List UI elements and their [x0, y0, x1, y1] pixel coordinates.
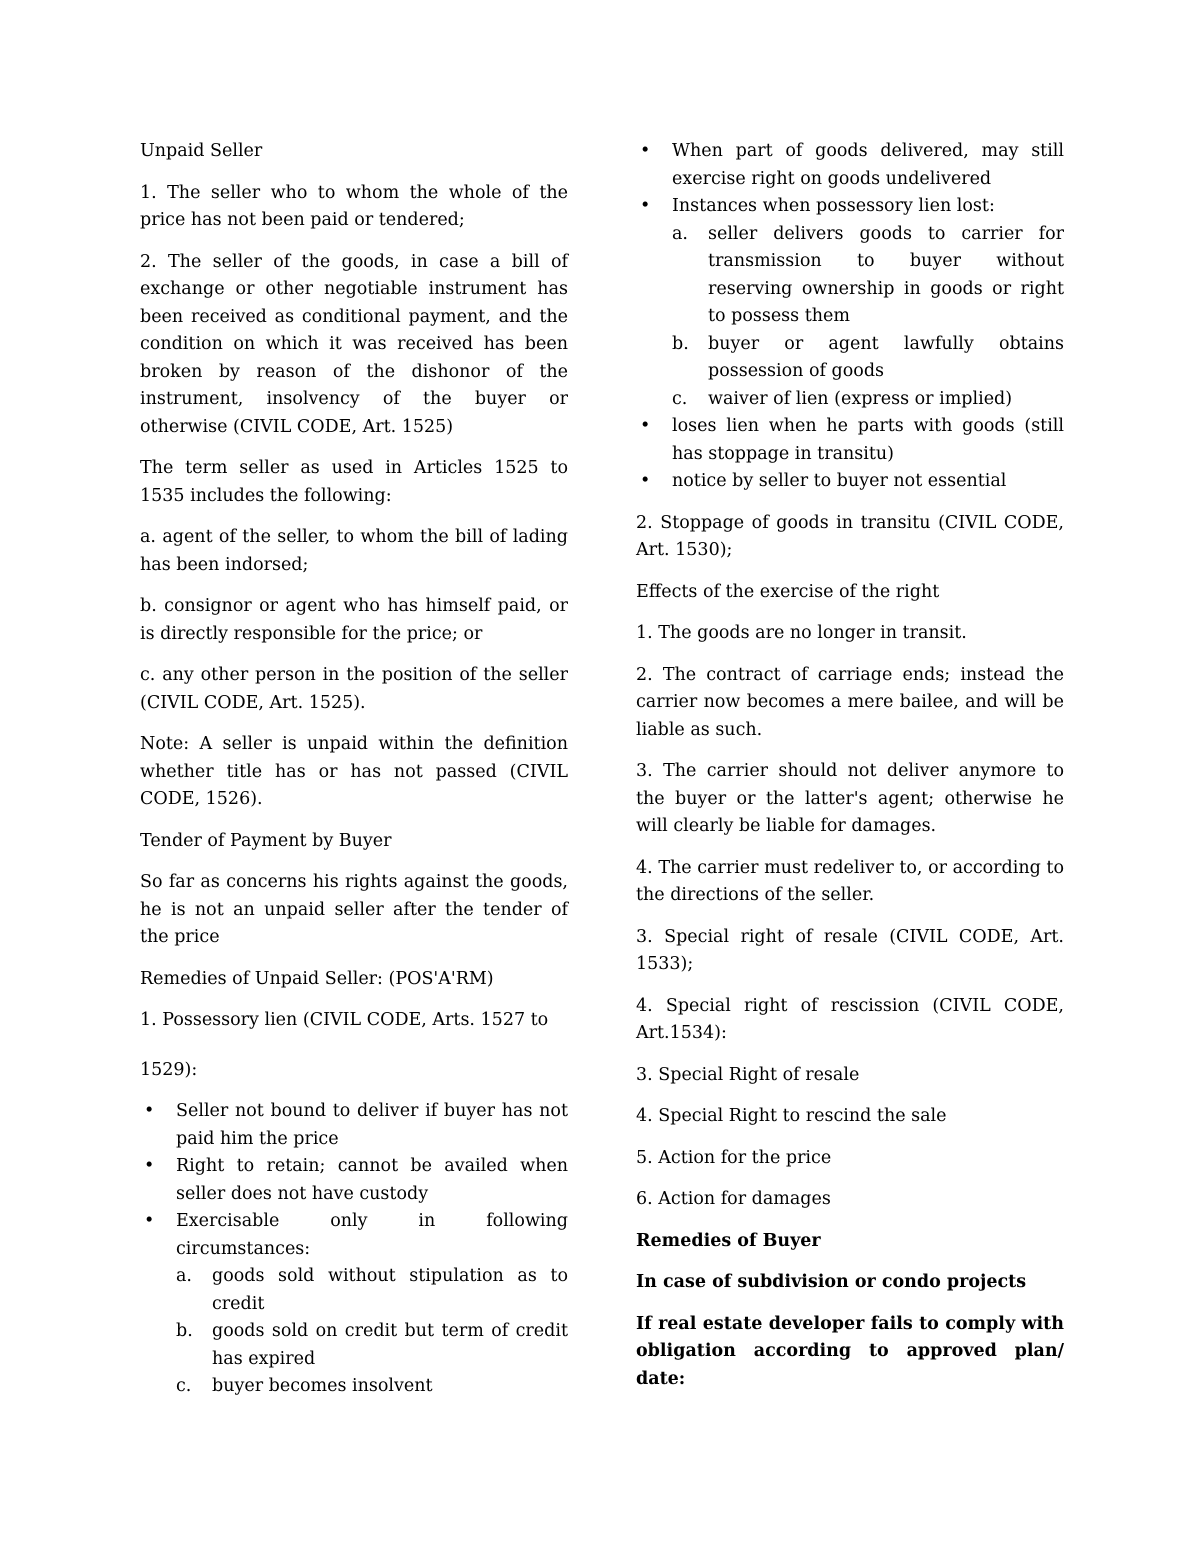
list-item-text: Exercisable only in following circumstances: [176, 1211, 568, 1259]
possessory-lien-line-cont: 1529): [140, 1059, 198, 1080]
circumstances-sublist [176, 1263, 568, 1401]
tender-paragraph: So far as concerns his rights against the goods, he is not an unpaid seller after the tender of the price [140, 872, 568, 947]
sub-list-text: seller delivers goods to carrier for transmission to buyer without reserving ownership in goods or right to possess them [708, 223, 1064, 326]
heading-remedies-of-buyer: Remedies of Buyer [636, 1230, 821, 1251]
sub-list-marker: b. [672, 333, 689, 354]
list-item: • Seller not bound to deliver if buyer has not paid him the price [140, 1098, 568, 1153]
lien-lost-sublist [672, 221, 1064, 414]
effect-3: 3. The carrier should not deliver anymore to the buyer or the latter's agent; otherwise he will clearly be liable for damages. [636, 761, 1064, 836]
list-item-text: Instances when possessory lien lost: [672, 196, 995, 216]
left-column [140, 138, 568, 1415]
sub-list-text: buyer or agent lawfully obtains possession of goods [708, 333, 1064, 381]
sub-list-marker: c. [672, 388, 688, 409]
heading-effects: Effects of the exercise of the right [636, 581, 940, 602]
sub-list-item [176, 1318, 568, 1373]
sub-list-item [672, 386, 1064, 414]
note-paragraph: Note: A seller is unpaid within the definition whether title has or has not passed (CIVIL CODE, 1526). [140, 734, 568, 809]
sub-list-text: buyer becomes insolvent [212, 1376, 433, 1396]
sub-list-item [672, 221, 1064, 331]
possessory-lien-bullets [140, 1098, 568, 1401]
sub-list-text: waiver of lien (express or implied) [708, 388, 1013, 409]
list-item: • Right to retain; cannot be availed when seller does not have custody [140, 1153, 568, 1208]
sub-list-marker: b. [176, 1321, 193, 1341]
remedy-6: 6. Action for damages [636, 1189, 831, 1209]
list-item: • loses lien when he parts with goods (still has stoppage in transitu) [636, 413, 1064, 468]
term-item-b: b. consignor or agent who has himself paid, or is directly responsible for the price; or [140, 596, 568, 644]
heading-unpaid-seller: Unpaid Seller [140, 141, 263, 161]
possessory-lien-line: 1. Possessory lien (CIVIL CODE, Arts. 1527 to [140, 1010, 549, 1030]
sub-list-item [672, 331, 1064, 386]
right-column [636, 138, 1064, 1407]
heading-remedies-unpaid-seller: Remedies of Unpaid Seller: (POS'A'RM) [140, 968, 494, 989]
special-right-rescission: 4. Special right of rescission (CIVIL CODE, Art.1534): [636, 995, 1064, 1043]
sub-list-text: goods sold without stipulation as to credit [212, 1266, 568, 1314]
effect-4: 4. The carrier must redeliver to, or according to the directions of the seller. [636, 857, 1064, 905]
heading-tender-of-payment: Tender of Payment by Buyer [140, 830, 392, 851]
sub-list-marker: a. [176, 1266, 192, 1286]
remedy-5: 5. Action for the price [636, 1147, 832, 1168]
developer-fails-paragraph: If real estate developer fails to comply with obligation according to approved plan/ date: [636, 1313, 1064, 1389]
sub-list-item [176, 1263, 568, 1318]
effect-1: 1. The goods are no longer in transit. [636, 623, 967, 643]
sub-list-marker: a. [672, 223, 688, 244]
stoppage-in-transitu: 2. Stoppage of goods in transitu (CIVIL CODE, Art. 1530); [636, 512, 1064, 560]
remedy-4: 4. Special Right to rescind the sale [636, 1106, 947, 1126]
term-seller-paragraph: The term seller as used in Articles 1525 to 1535 includes the following: [140, 458, 568, 506]
list-item [140, 1208, 568, 1401]
definition-1: 1. The seller who to whom the whole of the price has not been paid or tendered; [140, 182, 568, 230]
definition-2: 2. The seller of the goods, in case a bill of exchange or other negotiable instrument has been received as conditional payment, and the condition on which it was received has been broken by reason of the dishonor of the instrument, insolvency of the buyer or otherwise (CIVIL CODE, Art. 1525) [140, 251, 568, 437]
sub-list-marker: c. [176, 1376, 192, 1396]
heading-subdivision-condo: In case of subdivision or condo projects [636, 1272, 1027, 1292]
sub-list-text: goods sold on credit but term of credit has expired [212, 1321, 568, 1369]
lien-bullets [636, 138, 1064, 496]
special-right-resale: 3. Special right of resale (CIVIL CODE, Art. 1533); [636, 926, 1064, 974]
list-item [636, 193, 1064, 413]
list-item: • When part of goods delivered, may still exercise right on goods undelivered [636, 138, 1064, 193]
remedy-3: 3. Special Right of resale [636, 1064, 860, 1085]
effect-2: 2. The contract of carriage ends; instead the carrier now becomes a mere bailee, and will be liable as such. [636, 664, 1064, 740]
term-item-a: a. agent of the seller, to whom the bill of lading has been indorsed; [140, 527, 568, 575]
sub-list-item [176, 1373, 568, 1401]
list-item: • notice by seller to buyer not essential [636, 468, 1064, 496]
term-item-c: c. any other person in the position of the seller (CIVIL CODE, Art. 1525). [140, 665, 568, 713]
